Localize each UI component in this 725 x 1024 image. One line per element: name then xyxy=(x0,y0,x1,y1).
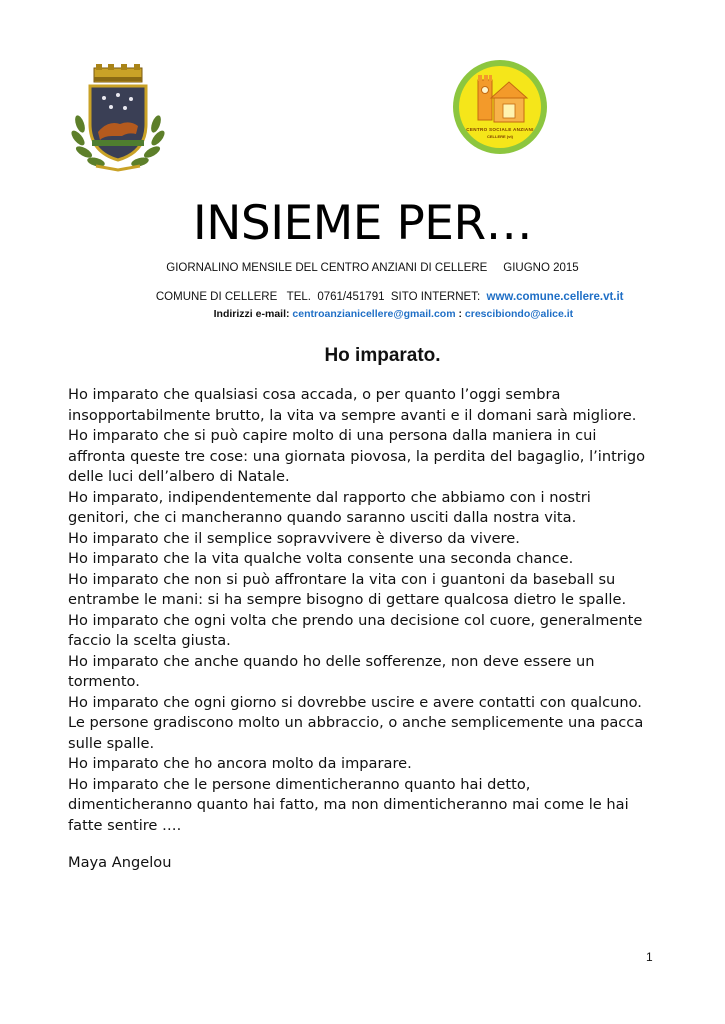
article-line: Ho imparato che le persone dimenticheranno quanto hai detto, xyxy=(68,775,531,793)
email-link-crescibiondo[interactable]: crescibiondo@alice.it xyxy=(464,308,574,320)
article-line: entrambe le mani: si ha sempre bisogno di gettare qualcosa dietro le spalle. xyxy=(68,591,627,608)
centro-anziani-logo xyxy=(451,58,549,156)
article-line: tormento. xyxy=(68,673,140,690)
article-line: genitori, che ci mancheranno quando saranno usciti dalla nostra vita. xyxy=(68,509,577,526)
article-line: Ho imparato che qualsiasi cosa accada, o per quanto l’oggi sembra xyxy=(68,386,561,403)
article-heading: Ho imparato. xyxy=(324,345,441,366)
newsletter-title: INSIEME PER… xyxy=(192,196,533,251)
article-line: insopportabilmente brutto, la vita va sempre avanti e il domani sarà migliore. xyxy=(68,406,637,424)
article-line: Ho imparato che ho ancora molto da imparare. xyxy=(68,755,412,772)
article-line: faccio la scelta giusta. xyxy=(68,632,231,649)
article-line: Ho imparato che il semplice sopravvivere è diverso da vivere. xyxy=(68,529,520,547)
article-line: Ho imparato che ogni volta che prendo una decisione col cuore, generalmente xyxy=(68,611,643,629)
page-number: 1 xyxy=(646,950,653,964)
email-link-centro[interactable]: centroanzianicellere@gmail.com xyxy=(292,308,456,320)
article-line: Le persone gradiscono molto un abbraccio, o anche semplicemente una pacca xyxy=(68,714,644,731)
article-line: affronta queste tre cose: una giornata piovosa, la perdita del bagaglio, l’intrigo xyxy=(68,447,646,465)
logo-line2: CELLERE (vt) xyxy=(487,134,513,139)
house-logo-icon xyxy=(451,58,549,156)
article-author: Maya Angelou xyxy=(68,854,172,871)
email-separator: : xyxy=(455,308,465,320)
article-line: delle luci dell’albero di Natale. xyxy=(68,468,290,485)
article-line: Ho imparato che non si può affrontare la vita con i guantoni da baseball su xyxy=(68,570,616,588)
email-line xyxy=(28,296,725,320)
website-link[interactable]: www.comune.cellere.vt.it xyxy=(486,291,624,303)
article-body xyxy=(68,385,668,836)
article-line: Ho imparato che ogni giorno si dovrebbe uscire e avere contatti con qualcuno. xyxy=(68,693,642,711)
article-line: Ho imparato che la vita qualche volta consente una seconda chance. xyxy=(68,550,574,567)
article-line: Ho imparato, indipendentemente dal rapporto che abbiamo con i nostri xyxy=(68,488,591,506)
article-line: sulle spalle. xyxy=(68,734,155,752)
contact-separator: : xyxy=(476,291,487,303)
newsletter-subtitle: GIORNALINO MENSILE DEL CENTRO ANZIANI DI CELLERE GIUGNO 2015 xyxy=(166,262,579,274)
article-line: dimenticheranno quanto hai fatto, ma non dimenticheranno mai come le hai xyxy=(68,796,629,813)
article-line: Ho imparato che si può capire molto di una persona dalla maniera in cui xyxy=(68,427,597,444)
municipal-crest-icon xyxy=(68,62,168,174)
article-line: Ho imparato che anche quando ho delle sofferenze, non deve essere un xyxy=(68,652,595,670)
email-separator: : xyxy=(286,308,293,320)
contact-info: COMUNE DI CELLERE TEL. 0761/451791 SITO INTERNET xyxy=(155,291,477,303)
logo-line1: CENTRO SOCIALE ANZIANI xyxy=(466,127,534,132)
article-line: fatte sentire …. xyxy=(68,816,182,834)
email-label: Indirizzi e-mail xyxy=(213,308,286,320)
